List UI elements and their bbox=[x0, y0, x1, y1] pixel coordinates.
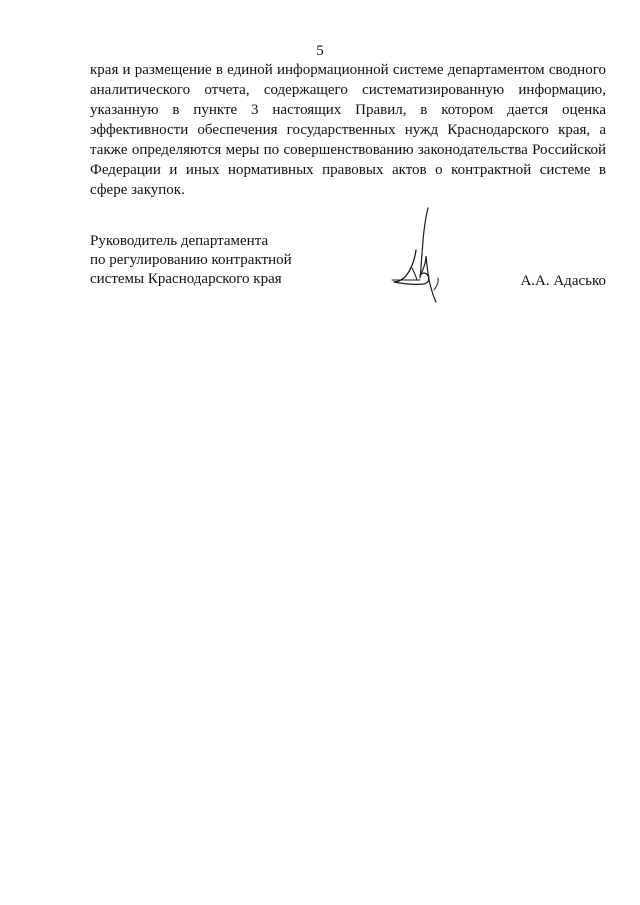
paragraph-line: эффективности обеспечения государственных нужд Краснодарского края, а bbox=[90, 122, 606, 138]
position-line: Руководитель департамента bbox=[90, 233, 269, 249]
paragraph-line: аналитического отчета, содержащего систематизированную информацию, bbox=[90, 82, 606, 98]
handwritten-signature-icon bbox=[390, 206, 450, 316]
position-line: по регулированию контрактной bbox=[90, 252, 292, 268]
paragraph-line: края и размещение в единой информационной системе департаментом сводного bbox=[90, 62, 606, 78]
position-line: системы Краснодарского края bbox=[90, 271, 282, 287]
paragraph-line: указанную в пункте 3 настоящих Правил, в котором дается оценка bbox=[90, 102, 606, 118]
page-number: 5 bbox=[316, 43, 324, 59]
paragraph-line: сфере закупок. bbox=[90, 182, 185, 198]
body-paragraph bbox=[90, 60, 606, 200]
paragraph-line: также определяются меры по совершенствованию законодательства Российской bbox=[90, 142, 606, 158]
signatory-name: А.А. Адасько bbox=[520, 273, 606, 289]
signature-block bbox=[90, 232, 606, 312]
paragraph-line: Федерации и иных нормативных правовых актов о контрактной системе в bbox=[90, 162, 606, 178]
